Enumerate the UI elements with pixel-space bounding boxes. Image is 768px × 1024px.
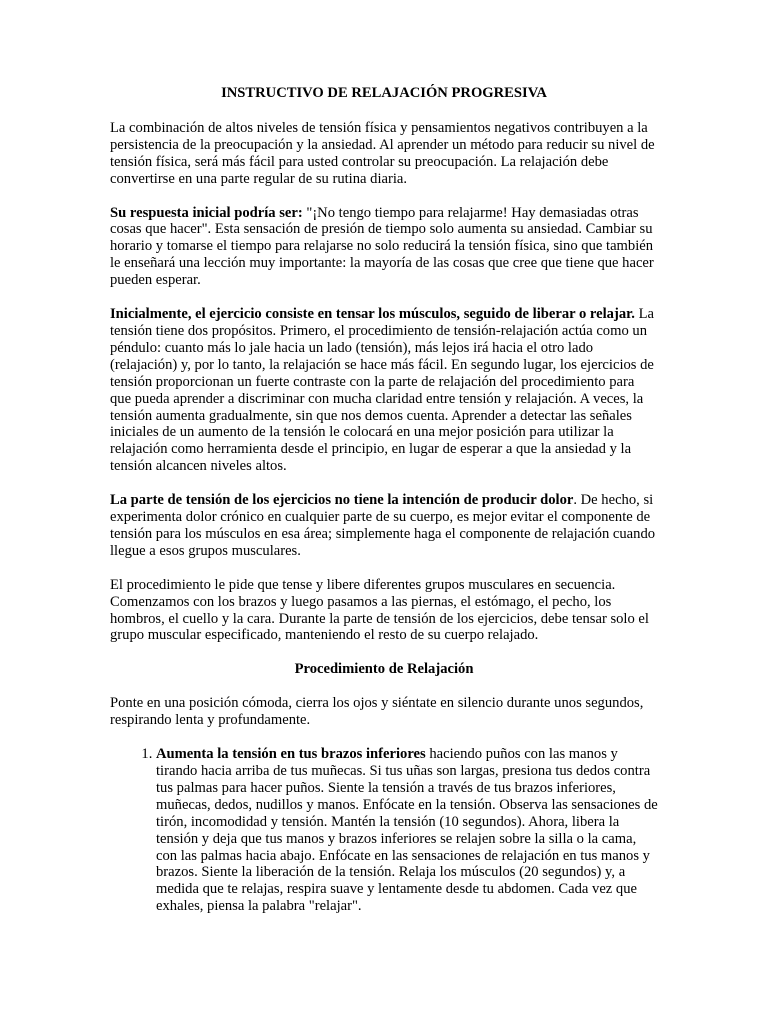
initial-response-paragraph [110,205,658,290]
section-title: Procedimiento de Relajación [294,661,474,678]
initial-response-text: "¡No tengo tiempo para relajarme! Hay demasiadas otras cosas que hacer". Esta sensación de presión de tiempo solo aumenta su ansiedad. Cambiar su horario y tomarse el tiempo para relajarse no solo reducirá la tensión física, sino que también le enseñará una lección muy importante: la mayoría de las cosas que cree que tiene que hacer pueden esperar. [110,204,654,289]
initial-response-lead: Su respuesta inicial podría ser: [110,204,303,221]
steps-list [110,746,658,915]
tension-purpose-paragraph [110,306,658,475]
list-item [156,746,658,915]
step-lead: Aumenta la tensión en tus brazos inferiores [156,746,426,763]
no-pain-lead: La parte de tensión de los ejercicios no tiene la intención de producir dolor [110,492,574,509]
sequence-paragraph: El procedimiento le pide que tense y libere diferentes grupos musculares en secuencia. Comenzamos con los brazos y luego pasamos a las piernas, el estómago, el pecho, los hombros, el cuello y la cara. Durante la parte de tensión de los ejercicios, debe tensar solo el grupo muscular especificado, manteniendo el resto de su cuerpo relajado. [110,576,649,644]
intro-paragraph: La combinación de altos niveles de tensión física y pensamientos negativos contribuyen a la persistencia de la preocupación y la ansiedad. Al aprender un método para reducir su nivel de tensión física, será más fácil para usted controlar su preocupación. La relajación debe convertirse en una parte regular de su rutina diaria. [110,119,655,187]
step-text: haciendo puños con las manos y tirando hacia arriba de tus muñecas. Si tus uñas son largas, presiona tus dedos contra tus palmas para hacer puños. Siente la tensión a través de tus brazos inferiores, muñecas, dedos, nudillos y manos. Enfócate en la tensión. Observa las sensaciones de tirón, incomodidad y tensión. Mantén la tensión (10 segundos). Ahora, libera la tensión y deja que tus manos y brazos inferiores se relajen sobre la silla o la cama, con las palmas hacia abajo. Enfócate en las sensaciones de relajación en tus manos y brazos. Siente la liberación de la tensión. Relaja los músculos (20 segundos) y, a medida que te relajas, respira suave y lentamente desde tu abdomen. Cada vez que exhales, piensa la palabra "relajar". [156,746,658,915]
document-title: INSTRUCTIVO DE RELAJACIÓN PROGRESIVA [221,85,547,101]
no-pain-paragraph [110,492,658,560]
tension-purpose-lead: Inicialmente, el ejercicio consiste en tensar los músculos, seguido de liberar o relajar. [110,306,635,323]
no-pain-text: . De hecho, si experimenta dolor crónico en cualquier parte de su cuerpo, es mejor evitar el componente de tensión para los músculos en esa área; simplemente haga el componente de relajación cuando llegue a esos grupos musculares. [110,492,656,559]
position-paragraph: Ponte en una posición cómoda, cierra los ojos y siéntate en silencio durante unos segundos, respirando lenta y profundamente. [110,695,644,729]
tension-purpose-text: La tensión tiene dos propósitos. Primero, el procedimiento de tensión-relajación actúa como un péndulo: cuanto más lo jale hacia un lado (tensión), más lejos irá hacia el otro lado (relajación) y, por lo tanto, la relajación se hace más fácil. En segundo lugar, los ejercicios de tensión proporcionan un fuerte contraste con la parte de relajación del procedimiento para que pueda aprender a discriminar con mucha claridad entre tensión y relajación. A veces, la tensión aumenta gradualmente, sin que nos demos cuenta. Aprender a detectar las señales iniciales de un aumento de la tensión le colocará en una mejor posición para utilizar la relajación como herramienta desde el principio, en lugar de esperar a que la ansiedad y la tensión alcancen niveles altos. [110,306,654,475]
